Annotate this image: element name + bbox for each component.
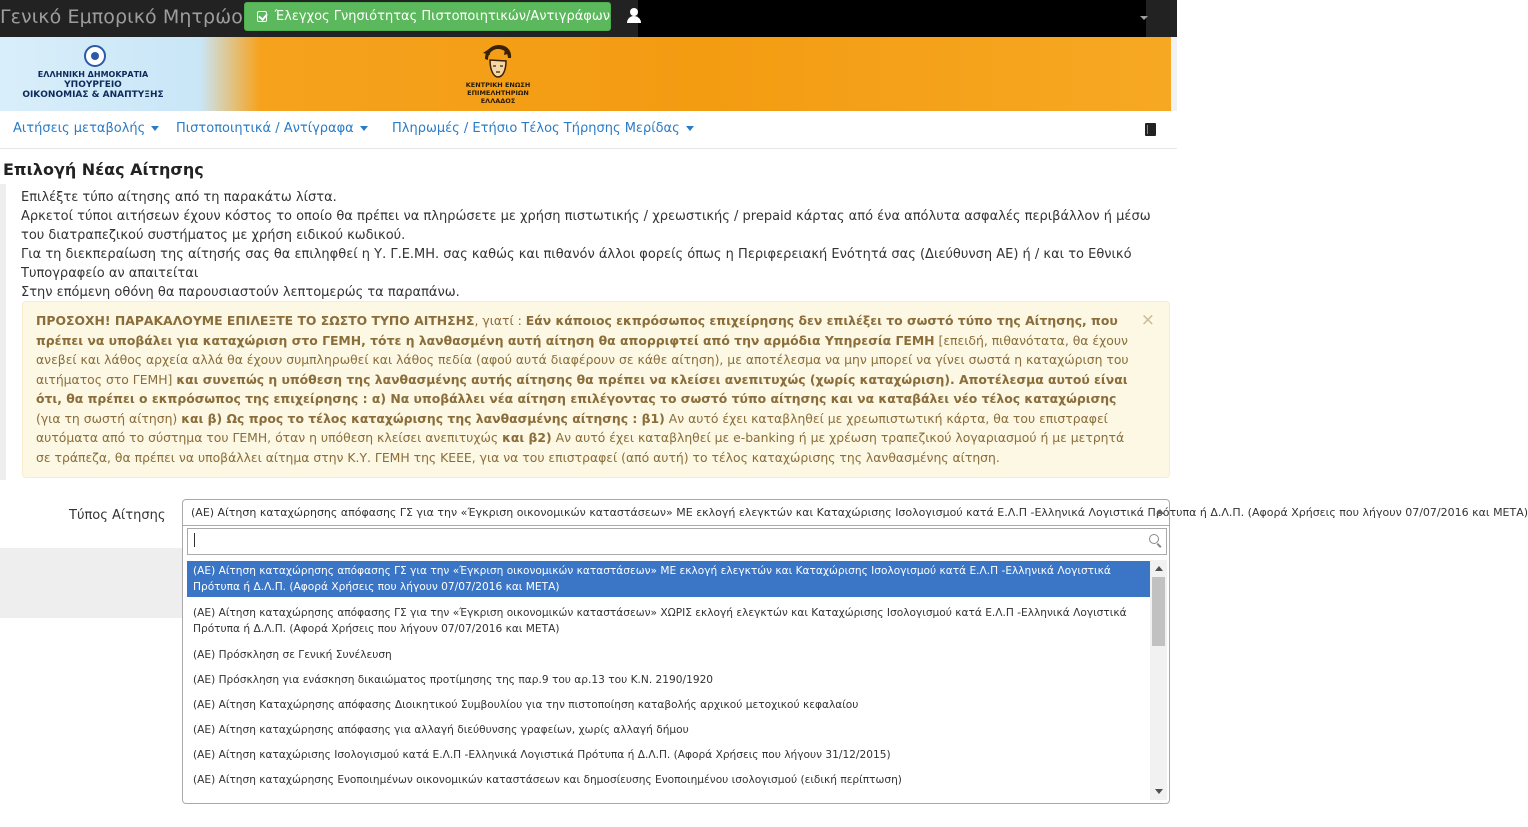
ministry-logo [8, 37, 223, 111]
warning-alert [22, 301, 1170, 478]
hermes-head-icon [479, 43, 515, 81]
nav-certificates-label: Πιστοποιητικά / Αντίγραφα [176, 121, 354, 136]
user-icon[interactable] [627, 8, 641, 24]
dropdown-option[interactable]: (ΑΕ) Αίτηση καταχώρησης απόφασης ΓΣ για την «Έγκριση οικονομικών καταστάσεων» ΜΕ εκλογή ελεγκτών και Καταχώρισης Ισολογισμού κατά Ε.Λ.Π -Ελληνικά Λογιστικά Πρότυπα ή Δ.Λ.Π. (Αφορά Χρήσεις που λήγουν 07/07/2016 και ΜΕΤΑ) [187, 561, 1150, 597]
check-square-icon [257, 11, 267, 22]
dropdown-option[interactable]: (ΑΕ) Αίτηση καταχώρησης Ενοποιημένων οικονομικών καταστάσεων και δημοσίευσης Ενοποιημένου ισολογισμού (ειδική περίπτωση) [193, 774, 902, 786]
nav-payments[interactable] [392, 121, 694, 136]
nav-change-requests-label: Αιτήσεις μεταβολής [13, 121, 146, 136]
text-cursor [194, 533, 195, 547]
greek-emblem-icon [84, 45, 106, 67]
chevron-up-icon[interactable] [1156, 509, 1164, 514]
warning-text-bold: και β2) [502, 430, 552, 445]
search-icon [1149, 534, 1159, 544]
warning-text-bold: Εάν κάποιος εκπρόσωπος επιχείρησης δεν επιλέξει το σωστό τύπο της Αίτησης, που πρέπει να υποβάλει για καταχώριση στο ΓΕΜΗ, τότε η λανθασμένη αυτή αίτηση θα απορριφτεί από την αρμόδια Υπηρεσία ΓΕΜΗ [36, 313, 1118, 348]
intro-line-2: Αρκετοί τύποι αιτήσεων έχουν κόστος το οποίο θα πρέπει να πληρώσετε με χρήση πιστωτικής / χρεωστικής / prepaid κάρτας από ένα απόλυτα ασφαλές περιβάλλον ή μέσω του διατραπεζικού συστήματος με χρήση ειδικού κωδικού. [21, 209, 1151, 243]
dropdown-option[interactable]: (ΑΕ) Αίτηση καταχώρησης απόφασης για αλλαγή διεύθυνσης γραφείων, χωρίς αλλαγή δήμου [193, 724, 689, 736]
dropdown-option[interactable]: (ΑΕ) Αίτηση καταχώρησης απόφασης ΓΣ για την «Έγκριση οικονομικών καταστάσεων» ΧΩΡΙΣ εκλογή ελεγκτών και Καταχώρισης Ισολογισμού κατά Ε.Λ.Π -Ελληνικά Λογιστικά Πρότυπα ή Δ.Λ.Π. (Αφορά Χρήσεις που λήγουν 07/07/2016 και ΜΕΤΑ) [193, 607, 1127, 635]
warning-text: , γιατί : [474, 313, 526, 328]
nav-payments-label: Πληρωμές / Ετήσιο Τέλος Τήρησης Μερίδας [392, 121, 680, 136]
dropdown-option[interactable]: (ΑΕ) Αίτηση Καταχώρησης απόφασης Διοικητικού Συμβουλίου για την πιστοποίηση καταβολής αρχικού μετοχικού κεφαλαίου [193, 699, 859, 711]
kees-logo-line2: ΕΠΙΜΕΛΗΤΗΡΙΩΝ [467, 89, 529, 97]
request-type-dropdown [182, 526, 1170, 804]
verify-certificates-button[interactable] [244, 2, 611, 31]
chevron-down-icon [360, 126, 368, 131]
kees-logo [438, 37, 558, 111]
dropdown-scrollbar[interactable] [1150, 560, 1167, 800]
close-icon[interactable]: × [1140, 310, 1155, 330]
kees-logo-line1: ΚΕΝΤΡΙΚΗ ΕΝΩΣΗ [465, 81, 531, 89]
dropdown-options-list [187, 560, 1150, 800]
nav-certificates[interactable] [176, 121, 368, 136]
warning-heading: ΠΡΟΣΟΧΗ! ΠΑΡΑΚΑΛΟΥΜΕ ΕΠΙΛΕΞΤΕ ΤΟ ΣΩΣΤΟ ΤΥΠΟ ΑΙΤΗΣΗΣ [36, 313, 475, 328]
ministry-logo-line1: ΕΛΛΗΝΙΚΗ ΔΗΜΟΚΡΑΤΙΑ [37, 70, 149, 79]
top-navbar [0, 0, 1177, 37]
book-icon[interactable] [1145, 123, 1156, 136]
dropdown-option[interactable]: (ΑΕ) Πρόσκληση για ενάσκηση δικαιώματος προτίμησης της παρ.9 του αρ.13 του Κ.Ν. 2190/1920 [193, 674, 714, 686]
page-title: Επιλογή Νέας Αίτησης [3, 160, 204, 179]
dropdown-option[interactable]: (ΑΕ) Πρόσκληση σε Γενική Συνέλευση [193, 649, 392, 661]
dropdown-option[interactable]: (ΑΕ) Αίτηση καταχώρισης Ισολογισμού κατά Ε.Λ.Π -Ελληνικά Λογιστικά Πρότυπα ή Δ.Λ.Π. (Αφορά Χρήσεις που λήγουν 31/12/2015) [193, 749, 891, 761]
warning-text-bold: και συνεπώς η υπόθεση της λανθασμένης αυτής αίτησης θα πρέπει να κλείσει ανεπιτυχώς (χωρίς καταχώριση). Αποτέλεσμα αυτού είναι ότι, θα πρέπει ο εκπρόσωπος της επιχείρησης : α) Να υποβάλλει νέα αίτηση επιλέγοντας το σωστό τύπο αίτησης και να καταβάλει νέο τέλος καταχώρισης [36, 371, 1128, 406]
chevron-down-icon [686, 126, 694, 131]
brand-title[interactable]: Γενικό Εμπορικό Μητρώο [0, 6, 243, 28]
warning-text: Αν αυτό έχει καταβληθεί με e-banking ή με χρέωση τραπεζικού λογαριασμού ή με μετρητά σε τράπεζα, θα πρέπει να υποβάλλει αίτημα στην Κ.Υ. ΓΕΜΗ της ΚΕΕΕ, για να του επιστραφεί (από αυτή) το τέλος καταχώρισης της λανθασμένης αίτηση. [36, 430, 1125, 465]
intro-line-3: Για τη διεκπεραίωση της αίτησής σας θα επιληφθεί η Υ. Γ.Ε.ΜΗ. σας καθώς και πιθανόν άλλοι φορείς όπως η Περιφερειακή Ενότητά σας (Διεύθυνση ΑΕ) ή / και το Εθνικό Τυπογραφείο αν απαιτείται [21, 247, 1132, 281]
scrollbar-thumb[interactable] [1152, 577, 1165, 646]
scroll-down-icon[interactable] [1155, 789, 1163, 794]
ministry-logo-line2: ΥΠΟΥΡΓΕΙΟ [64, 80, 122, 90]
user-menu-area[interactable] [638, 0, 1146, 37]
warning-text: [επειδή, πιθανότατα, θα έχουν ανεβεί και λάθος αρχεία αλλά θα έχουν συμπληρωθεί και λάθος πεδία (αφού αυτά διαφέρουν σε κάθε αίτηση), με αποτέλεσμα να μην μπορεί να γίνει σωστά η καταχώριση του αιτήματος στο ΓΕΜΗ] [36, 332, 1129, 387]
form-side-panel [0, 548, 182, 618]
chevron-down-icon [151, 126, 159, 131]
warning-text-bold: και β) Ως προς το τέλος καταχώρισης της λανθασμένης αίτησης : β1) [181, 410, 665, 426]
verify-certificates-label: Έλεγχος Γνησιότητας Πιστοποιητικών/Αντιγράφων [274, 9, 610, 24]
main-navbar [0, 111, 1177, 149]
warning-text: Αν αυτό έχει καταβληθεί με χρεωπιστωτική κάρτα, θα του επιστραφεί αυτόματα από το σύστημα του ΓΕΜΗ, όταν η υπόθεση κλείσει ανεπιτυχώς [36, 410, 1108, 445]
ministry-logo-line3: ΟΙΚΟΝΟΜΙΑΣ & ΑΝΑΠΤΥΞΗΣ [22, 90, 164, 100]
intro-line-1: Επιλέξτε τύπο αίτησης από τη παρακάτω λίστα. [21, 190, 337, 205]
kees-logo-line3: ΕΛΛΑΔΟΣ [480, 97, 516, 105]
nav-change-requests[interactable] [13, 121, 159, 136]
warning-text: (για τη σωστή αίτηση) [36, 410, 182, 426]
intro-line-4: Στην επόμενη οθόνη θα παρουσιαστούν λεπτομερώς τα παραπάνω. [21, 285, 460, 300]
dropdown-search-input[interactable] [187, 528, 1167, 555]
scroll-up-icon[interactable] [1155, 566, 1163, 571]
request-type-label: Τύπος Αίτησης [69, 508, 166, 523]
user-menu-caret-icon[interactable] [1140, 16, 1148, 20]
request-type-select[interactable]: (ΑΕ) Αίτηση καταχώρησης απόφασης ΓΣ για την «Έγκριση οικονομικών καταστάσεων» ΜΕ εκλογή ελεγκτών και Καταχώρισης Ισολογισμού κατά Ε.Λ.Π -Ελληνικά Λογιστικά Πρότυπα ή Δ.Λ.Π. (Αφορά Χρήσεις που λήγουν 07/07/2016 και ΜΕΤΑ) [182, 499, 1170, 526]
banner-scroll-edge [1171, 37, 1177, 111]
header-banner [0, 37, 1171, 111]
